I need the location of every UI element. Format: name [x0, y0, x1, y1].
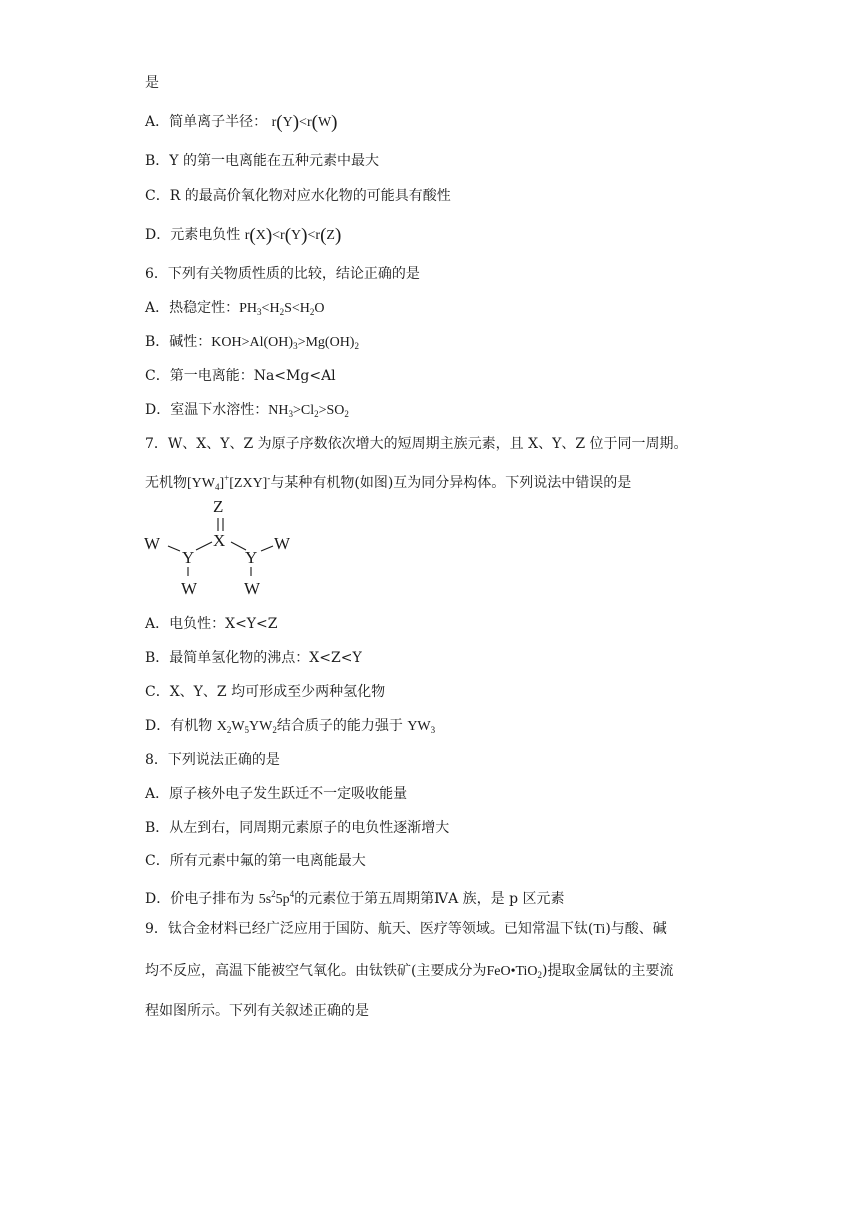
atom-y-left: Y	[182, 548, 195, 567]
question-6: 6．下列有关物质性质的比较，结论正确的是	[145, 266, 420, 282]
question-8: 8．下列说法正确的是	[145, 752, 280, 768]
option-5d-label: D．元素电负性	[145, 227, 241, 243]
option-8b: B．从左到右，同周期元素原子的电负性逐渐增大	[145, 820, 450, 836]
option-6c: C．第一电离能：Na<Mg<Al	[145, 368, 336, 384]
atom-z: Z	[213, 497, 224, 516]
atom-x: X	[213, 531, 226, 550]
option-5a-label: A．简单离子半径：	[145, 114, 268, 130]
option-6b: B．碱性：$KOH>Al(OH)_3>Mg(OH)_2$	[145, 334, 359, 351]
formula-electron-config: $5s^25p^4$	[258, 889, 295, 907]
option-7c: C．X、Y、Z 均可形成至少两种氢化物	[145, 684, 386, 700]
option-5d	[145, 226, 341, 245]
atom-w-bottom-right: W	[244, 579, 261, 598]
option-8a: A．原子核外电子发生跃迁不一定吸收能量	[145, 786, 408, 802]
formula-organic: $X_2W_5YW_2$	[216, 719, 277, 735]
formula-electronegativity: r(X)<r(Y)<r(Z)	[244, 225, 342, 246]
bond-x-y-left	[196, 542, 212, 550]
option-6d: D．室温下水溶性：$NH_3>Cl_2>SO_2$	[145, 402, 349, 419]
option-7a: A．电负性：X<Y<Z	[145, 616, 278, 632]
formula-inorganic-salt: $[YW_4]^+[ZXY]^-$	[187, 473, 271, 492]
option-8d: D．价电子排布为 $5s^25p^4$的元素位于第五周期第ⅣA 族，是 p 区元素	[145, 889, 565, 907]
option-5b: B．Y 的第一电离能在五种元素中最大	[145, 153, 379, 169]
bond-x-y-right	[231, 542, 246, 550]
formula-yw3: $YW_3$	[407, 719, 436, 735]
formula-thermal-stability: $PH_3<H_2S<H_2O$	[239, 301, 325, 317]
formula-ilmenite: FeO•TiO$_2$	[486, 964, 543, 980]
atom-y-right: Y	[245, 548, 258, 567]
atom-w-bottom-left: W	[181, 579, 198, 598]
formula-solubility: $NH_3>Cl_2>SO_2$	[268, 403, 349, 419]
option-7b: B．最简单氢化物的沸点：X<Z<Y	[145, 650, 362, 666]
option-5c: C．R 的最高价氧化物对应水化物的可能具有酸性	[145, 188, 451, 204]
formula-r-y-lt-r-w: r(Y)<r(W)	[271, 112, 338, 133]
atom-w-top-left: W	[144, 534, 161, 553]
formula-ti: Ti	[593, 922, 606, 937]
question-9-line3: 程如图所示。下列有关叙述正确的是	[145, 1003, 369, 1019]
molecule-structure-diagram	[140, 496, 300, 606]
question-9-line1: 9．钛合金材料已经广泛应用于国防、航天、医疗等领域。已知常温下钛(Ti)与酸、碱	[145, 921, 667, 937]
atom-w-top-right: W	[274, 534, 291, 553]
question-9-line2: 均不反应，高温下能被空气氧化。由钛铁矿(主要成分为FeO•TiO$_2$)提取金属钛的主要流	[145, 963, 674, 980]
option-7d: D．有机物 $X_2W_5YW_2$结合质子的能力强于 $YW_3$	[145, 718, 436, 735]
bond-y-w-right-top	[261, 546, 273, 551]
question-7-line1: 7．W、X、Y、Z 为原子序数依次增大的短周期主族元素，且 X、Y、Z 位于同一周期。	[145, 436, 688, 452]
bond-y-w-left-top	[168, 546, 180, 551]
option-8c: C．所有元素中氟的第一电离能最大	[145, 853, 366, 869]
question-7-line2: 无机物$[YW_4]^+[ZXY]^-$与某种有机物(如图)互为同分异构体。下列说法中错误的是	[145, 473, 632, 492]
formula-basicity: $KOH>Al(OH)_3>Mg(OH)_2$	[211, 335, 359, 351]
text-line-shi: 是	[145, 75, 159, 91]
option-6a: A．热稳定性：$PH_3<H_2S<H_2O$	[145, 300, 325, 317]
option-5a	[145, 113, 337, 132]
